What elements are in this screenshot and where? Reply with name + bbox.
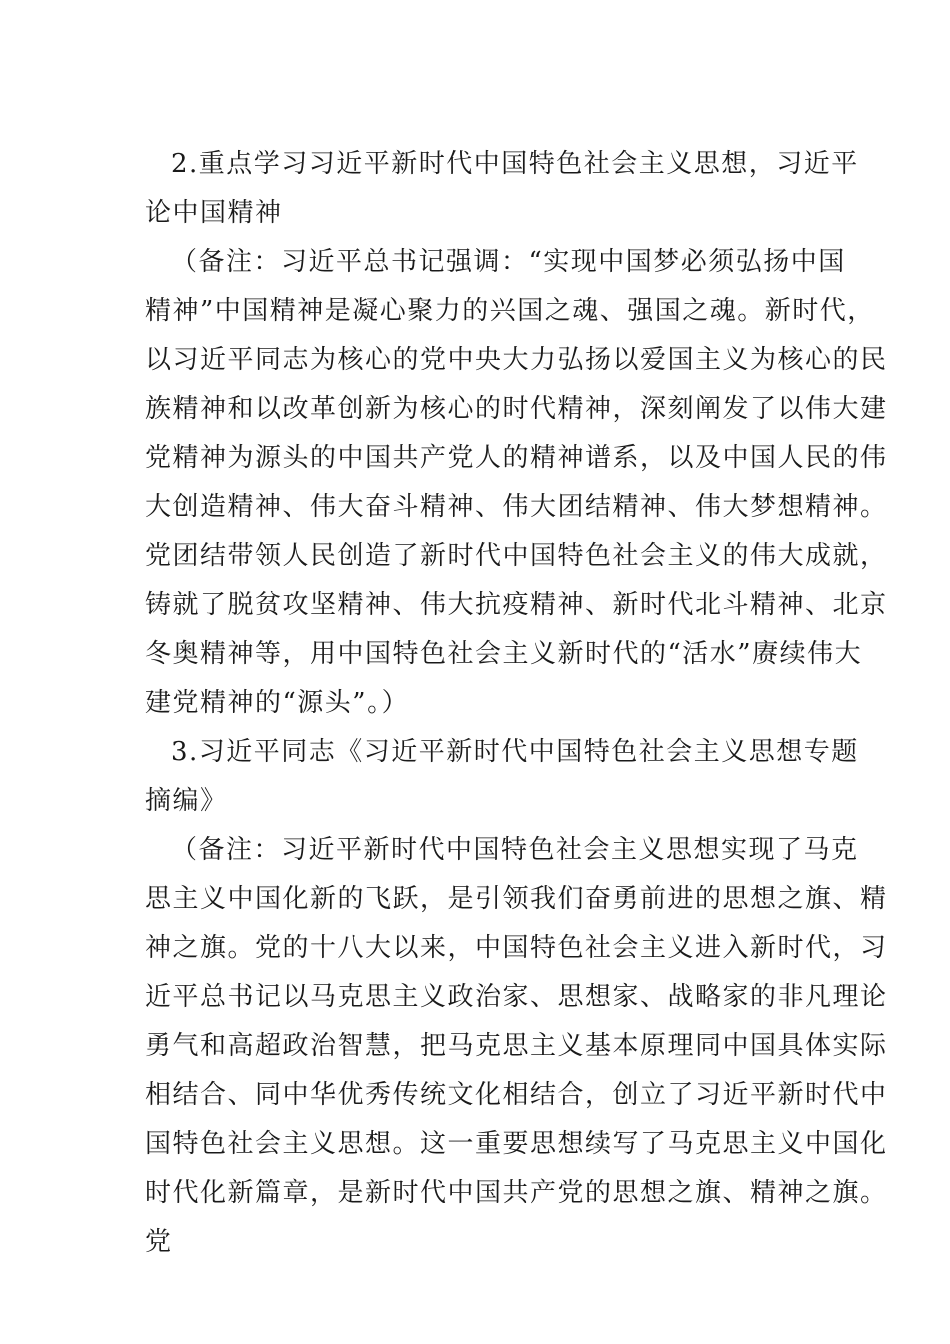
- note-2-line-7: 国特色社会主义思想。这一重要思想续写了马克思主义中国化: [145, 1129, 888, 1159]
- note-2-line-2: 思主义中国化新的飞跃，是引领我们奋勇前进的思想之旗、精: [145, 884, 888, 914]
- note-2-line-3: 神之旗。党的十八大以来，中国特色社会主义进入新时代，习: [145, 933, 888, 963]
- note-2-line-4: 近平总书记以马克思主义政治家、思想家、战略家的非凡理论: [145, 982, 888, 1012]
- note-1-line-4: 族精神和以改革创新为核心的时代精神，深刻阐发了以伟大建: [145, 394, 888, 424]
- note-1-line-1: （备注：习近平总书记强调：“实现中国梦必须弘扬中国: [171, 247, 846, 277]
- note-2-line-1: （备注：习近平新时代中国特色社会主义思想实现了马克: [171, 835, 859, 865]
- heading-item-2-line-1: 2.重点学习习近平新时代中国特色社会主义思想，习近平: [171, 149, 859, 179]
- note-1-line-7: 党团结带领人民创造了新时代中国特色社会主义的伟大成就，: [145, 541, 888, 571]
- note-1-line-8: 铸就了脱贫攻坚精神、伟大抗疫精神、新时代北斗精神、北京: [145, 590, 888, 620]
- note-2-line-5: 勇气和高超政治智慧，把马克思主义基本原理同中国具体实际: [145, 1031, 888, 1061]
- note-1-line-2: 精神”中国精神是凝心聚力的兴国之魂、强国之魂。新时代，: [145, 296, 875, 326]
- heading-item-2-line-2: 论中国精神: [145, 198, 283, 228]
- note-1-line-3: 以习近平同志为核心的党中央大力弘扬以爱国主义为核心的民: [145, 345, 888, 375]
- note-1-line-5: 党精神为源头的中国共产党人的精神谱系，以及中国人民的伟: [145, 443, 888, 473]
- note-2-line-9: 党: [145, 1227, 173, 1257]
- note-2-line-6: 相结合、同中华优秀传统文化相结合，创立了习近平新时代中: [145, 1080, 888, 1110]
- document-body: [145, 140, 888, 1267]
- note-1-line-6: 大创造精神、伟大奋斗精神、伟大团结精神、伟大梦想精神。: [145, 492, 888, 522]
- note-1-line-9: 冬奥精神等，用中国特色社会主义新时代的“活水”赓续伟大: [145, 639, 863, 669]
- note-1-line-10: 建党精神的“源头”。）: [145, 688, 410, 718]
- heading-item-3-line-1: 3.习近平同志《习近平新时代中国特色社会主义思想专题: [171, 737, 859, 767]
- heading-item-3-line-2: 摘编》: [145, 786, 228, 816]
- note-2-line-8: 时代化新篇章，是新时代中国共产党的思想之旗、精神之旗。: [145, 1178, 888, 1208]
